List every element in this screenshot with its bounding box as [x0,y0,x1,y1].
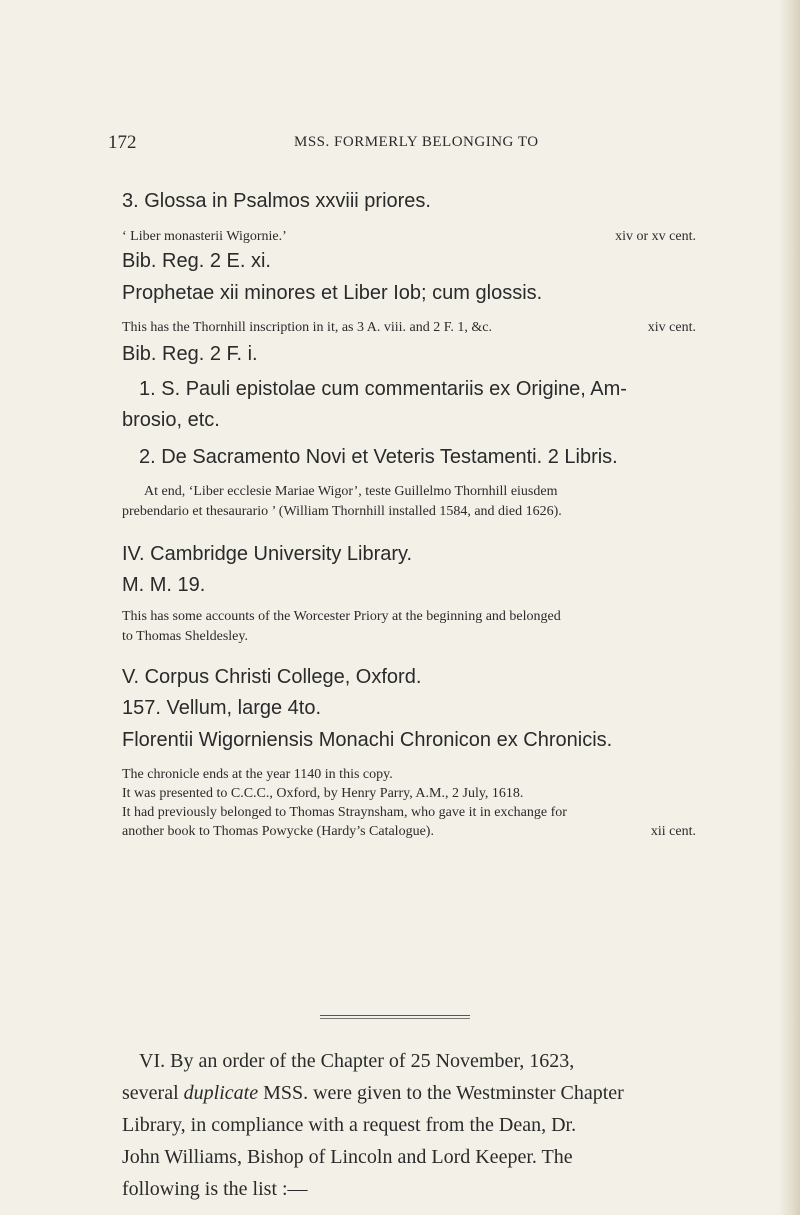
page-number: 172 [108,132,137,153]
section-5-note3-a: It had previously belonged to Thomas Straynsham, who gave it in exchange for [122,805,567,820]
page-header [108,132,702,156]
section-3-quote-date: xiv or xv cent. [615,229,696,244]
section-5-work: Florentii Wigorniensis Monachi Chronicon ex Chronicis. [122,729,613,751]
section-6-line2 [122,1082,624,1105]
section-4-ref: M. M. 19. [122,574,206,596]
section-5-ref: 157. Vellum, large 4to. [122,697,322,719]
section-3-title: 3. Glossa in Psalmos xxviii priores. [122,190,431,212]
section-5-note3-b: another book to Thomas Powycke (Hardy’s Catalogue). [122,824,434,839]
section-5-note1: The chronicle ends at the year 1140 in this copy. [122,767,393,782]
section-3-note-date: xiv cent. [647,320,696,335]
section-4-note-b: to Thomas Sheldesley. [122,629,248,644]
running-head: MSS. FORMERLY BELONGING TO [294,134,539,150]
section-3-item2-note-a: At end, ‘Liber ecclesie Mariae Wigor’, teste Guillelmo Thornhill eiusdem [144,484,558,499]
section-6-line2-pre: several [122,1082,184,1104]
section-3-quote-row [122,229,696,245]
section-5-note2: It was presented to C.C.C., Oxford, by Henry Parry, A.M., 2 July, 1618. [122,786,524,801]
section-6-line2-post: MSS. were given to the Westminster Chapter [258,1082,624,1104]
duplicate-word: duplicate [183,1082,259,1104]
section-3-ref2: Bib. Reg. 2 F. i. [122,343,258,365]
page-edge-shadow [778,0,800,1215]
section-5-title: V. Corpus Christi College, Oxford. [122,666,422,688]
section-6-line3: Library, in compliance with a request from the Dean, Dr. [122,1114,577,1136]
section-4-title: IV. Cambridge University Library. [122,543,413,565]
section-3-item1-a: 1. S. Pauli epistolae cum commentariis ex Origine, Am- [139,378,627,400]
section-6-line1: VI. By an order of the Chapter of 25 November, 1623, [139,1050,575,1072]
section-divider [320,1015,470,1016]
section-3-item2: 2. De Sacramento Novi et Veteris Testamenti. 2 Libris. [139,446,618,468]
section-3-item1-b: brosio, etc. [122,409,220,431]
section-3-quote: ‘ Liber monasterii Wigornie.’ [122,229,287,244]
section-divider-2 [320,1018,470,1019]
section-5-note3-date: xii cent. [650,824,696,839]
section-3-note-row [122,320,696,336]
section-4-note-a: This has some accounts of the Worcester Priory at the beginning and belonged [122,609,561,624]
section-3-item2-note-b: prebendario et thesaurario ’ (William Thornhill installed 1584, and died 1626). [122,504,562,519]
section-6-line5: following is the list :— [122,1178,308,1200]
section-3-ref: Bib. Reg. 2 E. xi. [122,250,271,272]
section-6-line4: John Williams, Bishop of Lincoln and Lord Keeper. The [122,1146,573,1168]
section-3-note: This has the Thornhill inscription in it, as 3 A. viii. and 2 F. 1, &c. [122,320,492,335]
section-5-note3-row [122,824,696,840]
section-3-prophetae: Prophetae xii minores et Liber Iob; cum glossis. [122,282,543,304]
